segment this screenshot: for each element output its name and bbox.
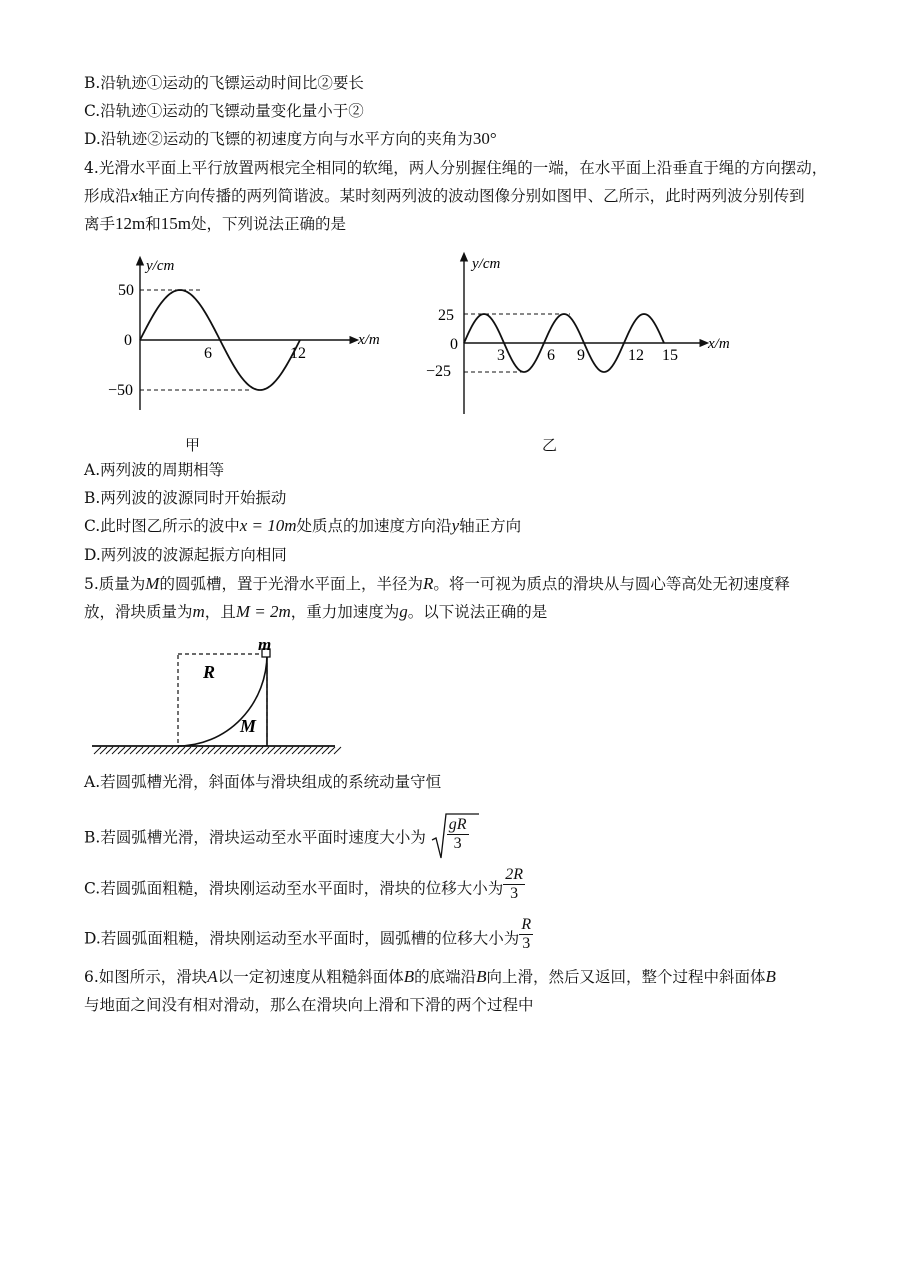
q6-stem-text: 以一定初速度从粗糙斜面体 <box>217 968 404 986</box>
hatch-mark <box>250 747 257 754</box>
q5-stem-line1 <box>84 574 790 594</box>
q5-option-c-text: C.若圆弧面粗糙，滑块刚运动至水平面时，滑块的位移大小为 <box>84 879 504 898</box>
q5-stem-text: 。将一可视为质点的滑块从与圆心等高处无初速度释 <box>433 575 790 593</box>
hatch-mark <box>322 747 329 754</box>
q4-option-b: B.两列波的波源同时开始振动 <box>84 489 287 507</box>
hatch-mark <box>184 747 191 754</box>
q5-stem-text: 的圆弧槽，置于光滑水平面上，半径为 <box>159 575 423 593</box>
hatch-mark <box>226 747 233 754</box>
wave-graph-yi <box>420 250 750 420</box>
q4-stem-text: 形成沿 <box>84 187 131 205</box>
hatch-mark <box>316 747 323 754</box>
q6-stem-B: B <box>476 967 487 986</box>
caption-yi: 乙 <box>542 436 558 454</box>
q3-option-c: C.沿轨迹①运动的飞镖动量变化量小于② <box>84 102 364 120</box>
q5-stem-line2 <box>84 602 547 622</box>
hatch-mark <box>244 747 251 754</box>
q3-option-d-angle: 30° <box>472 129 497 148</box>
hatch-mark <box>334 747 341 754</box>
q4-stem-distance: 12m <box>115 214 146 233</box>
y-tick-neg: −50 <box>108 382 134 399</box>
q5-option-d <box>84 916 533 953</box>
hatch-mark <box>232 747 239 754</box>
q4-option-c-equation: x = 10m <box>239 516 297 535</box>
hatch-mark <box>154 747 161 754</box>
x-axis-label: x/m <box>358 332 380 348</box>
x-tick: 9 <box>577 347 585 364</box>
q4-option-c-text: 处质点的加速度方向沿 <box>296 517 452 535</box>
hatch-mark <box>304 747 311 754</box>
hatch-mark <box>100 747 107 754</box>
fraction-numerator: gR <box>448 816 467 833</box>
q4-stem-line1: 4.光滑水平面上平行放置两根完全相同的软绳，两人分别握住绳的一端，在水平面上沿垂直于绳的方向摆动， <box>84 159 828 177</box>
q5-stem-R: R <box>422 574 434 593</box>
hatch-mark <box>328 747 335 754</box>
q5-stem-M: M <box>145 574 160 593</box>
q6-stem-B: B <box>403 967 415 986</box>
q5-stem-text: 放，滑块质量为 <box>84 603 193 621</box>
hatch-mark <box>190 747 197 754</box>
y-tick-neg: −25 <box>426 363 452 380</box>
fraction-denominator: 3 <box>453 835 462 852</box>
label-M: M <box>240 716 257 736</box>
hatch-mark <box>166 747 173 754</box>
x-tick: 3 <box>497 347 505 364</box>
q4-option-c-text: 轴正方向 <box>459 517 522 535</box>
hatch-mark <box>274 747 281 754</box>
hatch-mark <box>112 747 119 754</box>
hatch-mark <box>142 747 149 754</box>
label-m: m <box>258 636 272 654</box>
label-R: R <box>203 662 216 682</box>
hatch-mark <box>124 747 131 754</box>
q6-stem-line1 <box>84 967 776 987</box>
q4-stem-distance: 15m <box>160 214 191 233</box>
fraction-denominator: 3 <box>510 885 519 902</box>
q6-stem-text: 向上滑，然后又返回，整个过程中斜面体 <box>486 968 766 986</box>
q6-stem-text: 6.如图所示，滑块 <box>84 968 208 986</box>
q3-option-d <box>84 129 497 149</box>
q4-stem-text: 处，下列说法正确的是 <box>191 215 347 233</box>
hatch-mark <box>280 747 287 754</box>
q4-stem-text: 离手 <box>84 215 116 233</box>
x-tick: 6 <box>204 345 212 362</box>
fraction-numerator: 2R <box>505 866 524 883</box>
hatch-mark <box>178 747 185 754</box>
hatch-mark <box>208 747 215 754</box>
q5-stem-text: ，重力加速度为 <box>290 603 400 621</box>
sqrt-expression <box>431 816 469 853</box>
fraction-numerator: R <box>521 916 532 933</box>
q5-option-a: A.若圆弧槽光滑，斜面体与滑块组成的系统动量守恒 <box>84 773 442 791</box>
hatch-mark <box>238 747 245 754</box>
y-tick-pos: 50 <box>118 282 134 299</box>
y-tick-pos: 25 <box>438 307 454 324</box>
x-tick: 12 <box>628 347 644 364</box>
hatch-mark <box>94 747 101 754</box>
q6-stem-A: A <box>207 967 218 986</box>
hatch-mark <box>136 747 143 754</box>
q4-stem-text: 和 <box>145 215 161 233</box>
x-tick: 6 <box>547 347 555 364</box>
q5-stem-g: g <box>399 602 408 621</box>
hatch-mark <box>160 747 167 754</box>
q4-stem-line2 <box>84 186 805 206</box>
y-axis-label: y/cm <box>146 258 175 274</box>
x-tick: 12 <box>290 345 306 362</box>
q3-option-b: B.沿轨迹①运动的飞镖运动时间比②要长 <box>84 74 364 92</box>
wave-graph-jia <box>100 250 400 420</box>
hatch-mark <box>286 747 293 754</box>
q4-option-c-text: C.此时图乙所示的波中 <box>84 517 240 535</box>
q6-stem-B: B <box>765 967 776 986</box>
y-axis-label: y/cm <box>472 256 501 272</box>
origin-label: 0 <box>450 336 458 353</box>
hatch-mark <box>130 747 137 754</box>
ground-hatching <box>94 747 341 754</box>
q4-stem-line3 <box>84 214 346 234</box>
hatch-mark <box>172 747 179 754</box>
q4-option-a: A.两列波的周期相等 <box>84 461 225 479</box>
q6-stem-text: 的底端沿 <box>414 968 477 986</box>
q5-stem-text: ，且 <box>204 603 236 621</box>
q5-option-d-text: D.若圆弧面粗糙，滑块刚运动至水平面时，圆弧槽的位移大小为 <box>84 929 520 948</box>
q4-option-c <box>84 516 521 536</box>
q4-option-d: D.两列波的波源起振方向相同 <box>84 546 287 564</box>
origin-label: 0 <box>124 332 132 349</box>
hatch-mark <box>118 747 125 754</box>
fraction-denominator: 3 <box>522 935 531 952</box>
q5-option-c <box>84 866 525 903</box>
hatch-mark <box>256 747 263 754</box>
hatch-mark <box>262 747 269 754</box>
q5-stem-m: m <box>192 602 205 621</box>
hatch-mark <box>268 747 275 754</box>
q4-stem-text: 轴正方向传播的两列简谐波。某时刻两列波的波动图像分别如图甲、乙所示，此时两列波分别传到 <box>138 187 805 205</box>
q5-stem-text: 5.质量为 <box>84 575 146 593</box>
q5-stem-equation: M = 2m <box>235 602 291 621</box>
q5-option-b-text: B.若圆弧槽光滑，滑块运动至水平面时速度大小为 <box>84 828 426 847</box>
q4-stem-x: x <box>130 186 139 205</box>
q4-option-c-y: y <box>451 516 460 535</box>
hatch-mark <box>298 747 305 754</box>
q5-option-b <box>84 816 469 857</box>
q6-stem-line2: 与地面之间没有相对滑动，那么在滑块向上滑和下滑的两个过程中 <box>84 996 534 1014</box>
hatch-mark <box>148 747 155 754</box>
hatch-mark <box>292 747 299 754</box>
caption-jia: 甲 <box>185 436 201 454</box>
q3-option-d-text: D.沿轨迹②运动的飞镖的初速度方向与水平方向的夹角为 <box>84 130 473 148</box>
x-axis-label: x/m <box>708 336 730 352</box>
hatch-mark <box>106 747 113 754</box>
hatch-mark <box>214 747 221 754</box>
hatch-mark <box>196 747 203 754</box>
arc-slot-diagram <box>90 636 350 761</box>
x-tick: 15 <box>662 347 678 364</box>
hatch-mark <box>220 747 227 754</box>
hatch-mark <box>202 747 209 754</box>
q5-stem-text: 。以下说法正确的是 <box>407 603 548 621</box>
hatch-mark <box>310 747 317 754</box>
